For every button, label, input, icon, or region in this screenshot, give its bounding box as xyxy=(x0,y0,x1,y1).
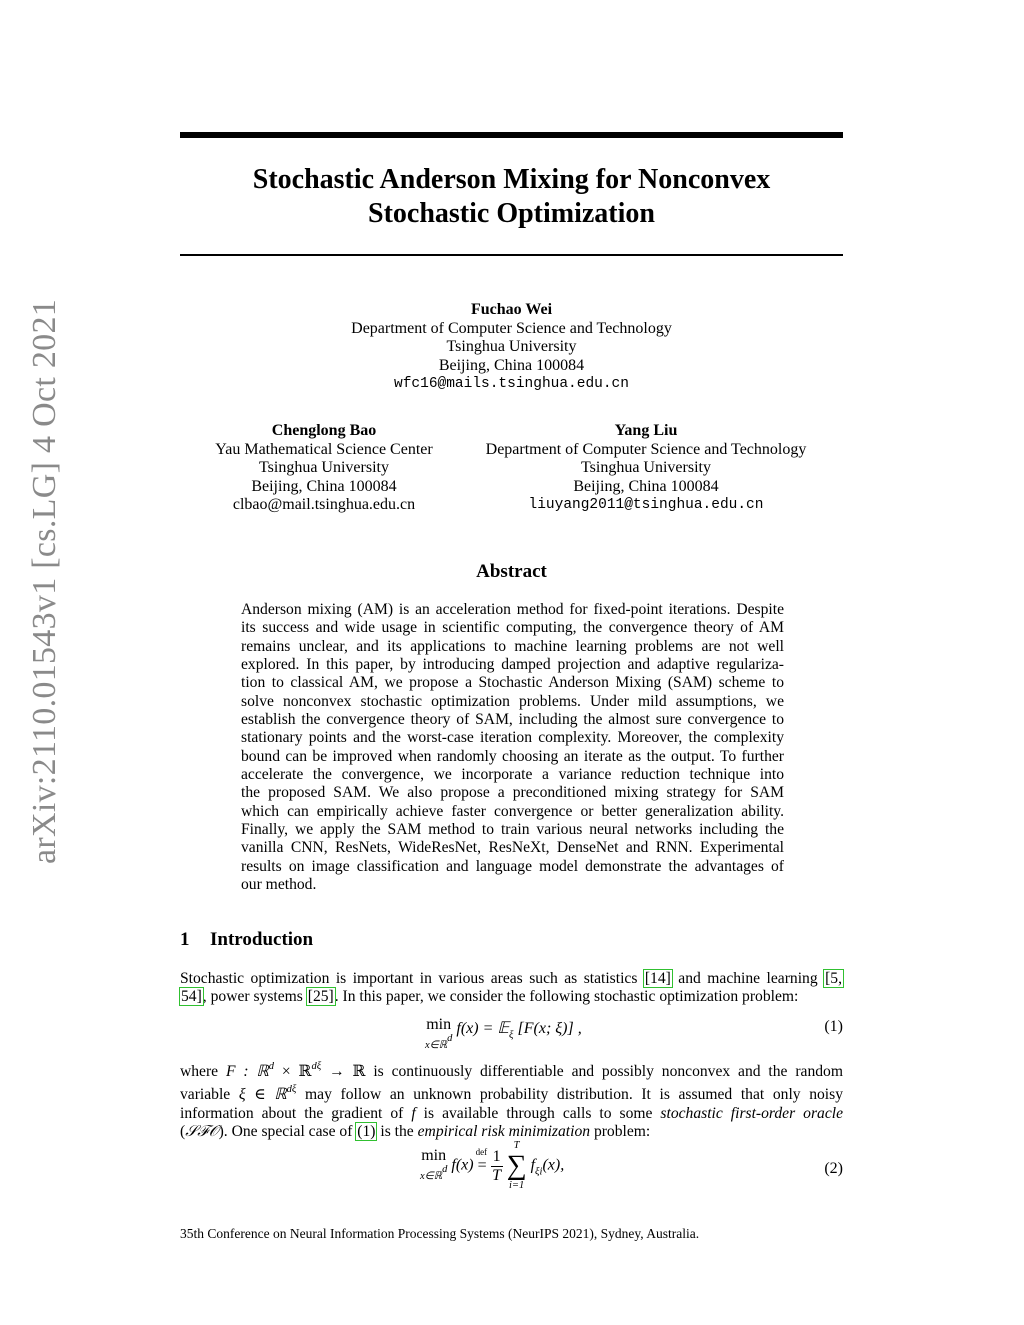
abstract-line: our method. xyxy=(241,876,317,894)
author-university: Tsinghua University xyxy=(446,338,577,355)
section-number: 1 xyxy=(180,929,190,950)
citation-link[interactable]: 54] xyxy=(181,988,202,1006)
intro-paragraph-1 xyxy=(180,970,843,1007)
title-top-rule xyxy=(180,132,843,138)
author-email[interactable]: wfc16@mails.tsinghua.edu.cn xyxy=(394,376,629,392)
author-university: Tsinghua University xyxy=(581,459,711,476)
sum-operator: T ∑ i=1 xyxy=(506,1140,527,1191)
text-line: variable ξ ∈ ℝ$^{d\xi}$ may follow an unknown probability distribution. It is assumed that only noisy xyxy=(180,1084,843,1104)
text-line: 54], power systems [25]. In this paper, we consider the following stochastic optimization problem: xyxy=(181,988,799,1006)
title-line-1: Stochastic Anderson Mixing for Nonconvex xyxy=(252,164,771,195)
citation-link[interactable]: [25] xyxy=(307,988,334,1006)
min-operator: min x∈ℝd xyxy=(425,1016,453,1051)
text-line: information about the gradient of f is available through calls to some stochastic first-order oracle xyxy=(180,1104,844,1122)
abstract-heading: Abstract xyxy=(476,561,547,582)
abstract-line: results on image classification and language model demonstrate the advantages of xyxy=(241,857,784,875)
author-dept: Yau Mathematical Science Center xyxy=(215,440,433,458)
min-operator: min x∈ℝd xyxy=(420,1146,448,1182)
citation-link[interactable]: [5, xyxy=(825,970,842,987)
title-line-2: Stochastic Optimization xyxy=(368,198,655,229)
author-block-first xyxy=(180,301,843,394)
section-heading-introduction xyxy=(180,929,313,951)
fraction: $\frac{1}{T}$ xyxy=(492,1147,502,1184)
equation-number: (1) xyxy=(824,1018,843,1035)
author-university: Tsinghua University xyxy=(259,459,389,476)
author-dept: Department of Computer Science and Technology xyxy=(485,440,807,458)
author-dept: Department of Computer Science and Technology xyxy=(351,319,672,337)
equation-number: (2) xyxy=(824,1160,843,1177)
abstract-line: explored. In this paper, by introducing damped projection and adaptive regulariza- xyxy=(241,656,784,674)
abstract-line: remains unclear, and its applications to machine learning problems are not well xyxy=(241,637,784,655)
abstract-line: Finally, we apply the SAM method to train various neural networks including the xyxy=(241,821,784,839)
abstract-line: establish the convergence theory of SAM, including the almost sure convergence to xyxy=(241,711,784,729)
equation-2: min x∈ℝd f(x) def = $\frac{1}{T}$ T ∑ i=1 $f_{\xi i}(x)$, (2) xyxy=(420,1140,843,1191)
abstract-line: bound can be improved when randomly choosing an iterate as the output. To further xyxy=(241,747,784,765)
author-email[interactable]: liuyang2011@tsinghua.edu.cn xyxy=(528,497,764,513)
abstract-line: solve nonconvex stochastic optimization problems. Under mild assumptions, we xyxy=(241,692,784,710)
abstract-line: Anderson mixing (AM) is an acceleration method for fixed-point iterations. Despite xyxy=(241,601,784,618)
abstract-line: accelerate the convergence, we incorporate a variance reduction technique into xyxy=(241,766,784,784)
arxiv-stamp: arXiv:2110.01543v1 [cs.LG] 4 Oct 2021 xyxy=(26,298,63,864)
author-name: Yang Liu xyxy=(614,422,678,439)
abstract-line: vanilla CNN, ResNets, WideResNet, ResNeXt, DenseNet and RNN. Experimental xyxy=(241,839,784,857)
abstract-line: stationary points and the worst-case iteration complexity. Moreover, the complexity xyxy=(241,729,784,747)
equation-ref-link[interactable]: (1) xyxy=(357,1123,376,1141)
text-line: Stochastic optimization is important in various areas such as statistics [14] and machine learning [5, xyxy=(180,970,842,987)
citation-link[interactable]: [14] xyxy=(644,970,671,987)
section-title: Introduction xyxy=(210,929,314,950)
author-block-second xyxy=(200,422,448,515)
author-email[interactable]: clbao@mail.tsinghua.edu.cn xyxy=(232,496,416,513)
abstract-line: which can empirically achieve faster convergence or better generalization ability. xyxy=(241,802,784,820)
author-name: Fuchao Wei xyxy=(470,301,553,318)
intro-paragraph-2 xyxy=(180,1058,843,1142)
author-location: Beijing, China 100084 xyxy=(251,477,397,495)
author-block-third xyxy=(470,422,822,515)
abstract-line: tion to classical AM, we propose a Stochastic Anderson Mixing (SAM) scheme to xyxy=(241,674,784,692)
author-name: Chenglong Bao xyxy=(271,422,377,439)
text-line: (𝒮ℱ𝒪). One special case of (1) is the empirical risk minimization problem: xyxy=(180,1123,651,1141)
author-location: Beijing, China 100084 xyxy=(438,356,585,374)
conference-footnote: 35th Conference on Neural Information Processing Systems (NeurIPS 2021), Sydney, Australia. xyxy=(180,1226,700,1241)
equation-1: min x∈ℝd f(x) = 𝔼$_\xi$ [F(x; ξ)] , (1) xyxy=(425,1016,843,1051)
paper-title xyxy=(180,163,843,231)
abstract-body xyxy=(241,601,784,895)
author-location: Beijing, China 100084 xyxy=(573,477,719,495)
title-bottom-rule xyxy=(180,254,843,256)
abstract-line: the proposed SAM. We also propose a preconditioned mixing strategy for SAM xyxy=(241,784,784,802)
text-line: where F : ℝ$^d$ × ℝ$^{d\xi}$ → ℝ is continuously differentiable and possibly nonconvex and the random xyxy=(180,1061,843,1080)
abstract-line: its success and wide usage in scientific computing, the convergence theory of AM xyxy=(241,619,784,637)
